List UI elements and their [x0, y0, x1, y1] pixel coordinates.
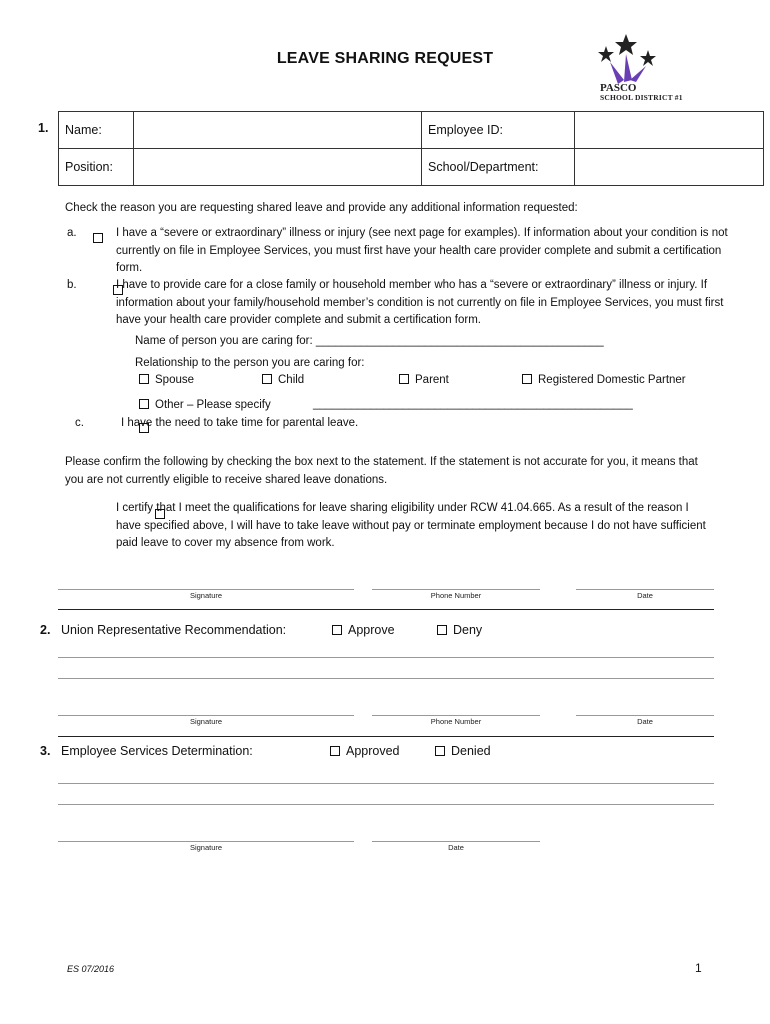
phone-line[interactable] [372, 715, 540, 716]
person-caring-field[interactable]: Name of person you are caring for: _____________________________________________ [135, 335, 604, 347]
checkbox-icon [435, 746, 445, 756]
checkbox-icon [330, 746, 340, 756]
checkbox-icon [437, 625, 447, 635]
page-title: LEAVE SHARING REQUEST [276, 50, 494, 67]
reason-a-letter: a. [67, 227, 77, 239]
deny-option[interactable]: Deny [437, 623, 482, 637]
approve-option[interactable]: Approve [332, 623, 395, 637]
signature-label: Signature [189, 843, 223, 852]
date-label: Date [637, 591, 653, 600]
relationship-child[interactable]: Child [262, 372, 304, 390]
name-field[interactable] [134, 112, 422, 149]
phone-label: Phone Number [430, 717, 482, 726]
checkbox-icon [332, 625, 342, 635]
es-determination-label: Employee Services Determination: [61, 744, 253, 758]
relationship-parent[interactable]: Parent [399, 372, 449, 390]
checkbox-icon [522, 374, 532, 384]
other-specify-line[interactable]: __________________________________________________ [313, 398, 633, 410]
position-label: Position: [59, 149, 134, 186]
checkbox-icon [399, 374, 409, 384]
section-number: 2. [40, 623, 51, 637]
reason-instructions: Check the reason you are requesting shared leave and provide any additional information requested: [65, 202, 578, 214]
comment-line[interactable] [58, 783, 714, 784]
employee-id-field[interactable] [575, 112, 764, 149]
checkbox-icon [139, 374, 149, 384]
comment-line[interactable] [58, 804, 714, 805]
date-label: Date [448, 843, 464, 852]
date-line[interactable] [372, 841, 540, 842]
certify-text: I certify that I meet the qualifications for leave sharing eligibility under RCW 41.04.665. As a result of the reason I have specified above, I will have to take leave without pay or terminate employment because I do not have sufficient paid leave to cover my absence from work. [116, 502, 706, 549]
school-field[interactable] [575, 149, 764, 186]
comment-line[interactable] [58, 657, 714, 658]
logo-subtext: SCHOOL DISTRICT #1 [600, 93, 683, 102]
phone-label: Phone Number [430, 591, 482, 600]
star-icon [615, 34, 637, 55]
logo-text: PASCO [600, 82, 637, 94]
employee-id-label: Employee ID: [422, 112, 575, 149]
relationship-spouse[interactable]: Spouse [139, 372, 194, 390]
union-rec-label: Union Representative Recommendation: [61, 623, 287, 637]
school-label: School/Department: [422, 149, 575, 186]
section-divider [58, 609, 714, 610]
date-line[interactable] [576, 715, 714, 716]
reason-b-letter: b. [67, 279, 77, 291]
section-divider [58, 736, 714, 737]
reason-b-text: I have to provide care for a close family or household member who has a “severe or extraordinary” illness or injury. If information about your family/household member’s condition is not currently on file in Employee Services, you must first have your health care provider complete and submit a certification form. [116, 279, 724, 326]
reason-a-text: I have a “severe or extraordinary” illness or injury (see next page for examples). If information about your condition is not currently on file in Employee Services, you must first have your health care provider complete and submit a certification form. [116, 227, 728, 274]
signature-label: Signature [189, 591, 223, 600]
figure-icon [610, 62, 624, 84]
page-number: 1 [695, 961, 702, 975]
date-label: Date [637, 717, 653, 726]
figure-icon [624, 54, 632, 82]
employee-info-table [58, 111, 764, 186]
section-number: 1. [38, 121, 49, 135]
name-label: Name: [59, 112, 134, 149]
date-line[interactable] [576, 589, 714, 590]
confirm-instructions: Please confirm the following by checking the box next to the statement. If the statement is not accurate for you, it means that you are not currently eligible to receive shared leave donations. [65, 456, 698, 486]
reason-c-text: I have the need to take time for parental leave. [121, 417, 359, 429]
form-code: ES 07/2016 [67, 964, 115, 974]
approved-option[interactable]: Approved [330, 744, 400, 758]
phone-line[interactable] [372, 589, 540, 590]
section-number: 3. [40, 744, 51, 758]
signature-line[interactable] [58, 715, 354, 716]
reason-c-letter: c. [75, 417, 84, 429]
relationship-other[interactable]: Other – Please specify [139, 397, 271, 415]
figure-icon [630, 66, 646, 82]
signature-line[interactable] [58, 841, 354, 842]
relationship-domestic-partner[interactable]: Registered Domestic Partner [522, 372, 686, 390]
denied-option[interactable]: Denied [435, 744, 491, 758]
checkbox-icon [139, 399, 149, 409]
comment-line[interactable] [58, 678, 714, 679]
position-field[interactable] [134, 149, 422, 186]
star-icon [598, 46, 614, 62]
reason-a-checkbox[interactable] [93, 233, 103, 243]
checkbox-icon [262, 374, 272, 384]
signature-line[interactable] [58, 589, 354, 590]
signature-label: Signature [189, 717, 223, 726]
star-icon [640, 50, 656, 66]
relationship-label: Relationship to the person you are caring for: [135, 357, 365, 369]
